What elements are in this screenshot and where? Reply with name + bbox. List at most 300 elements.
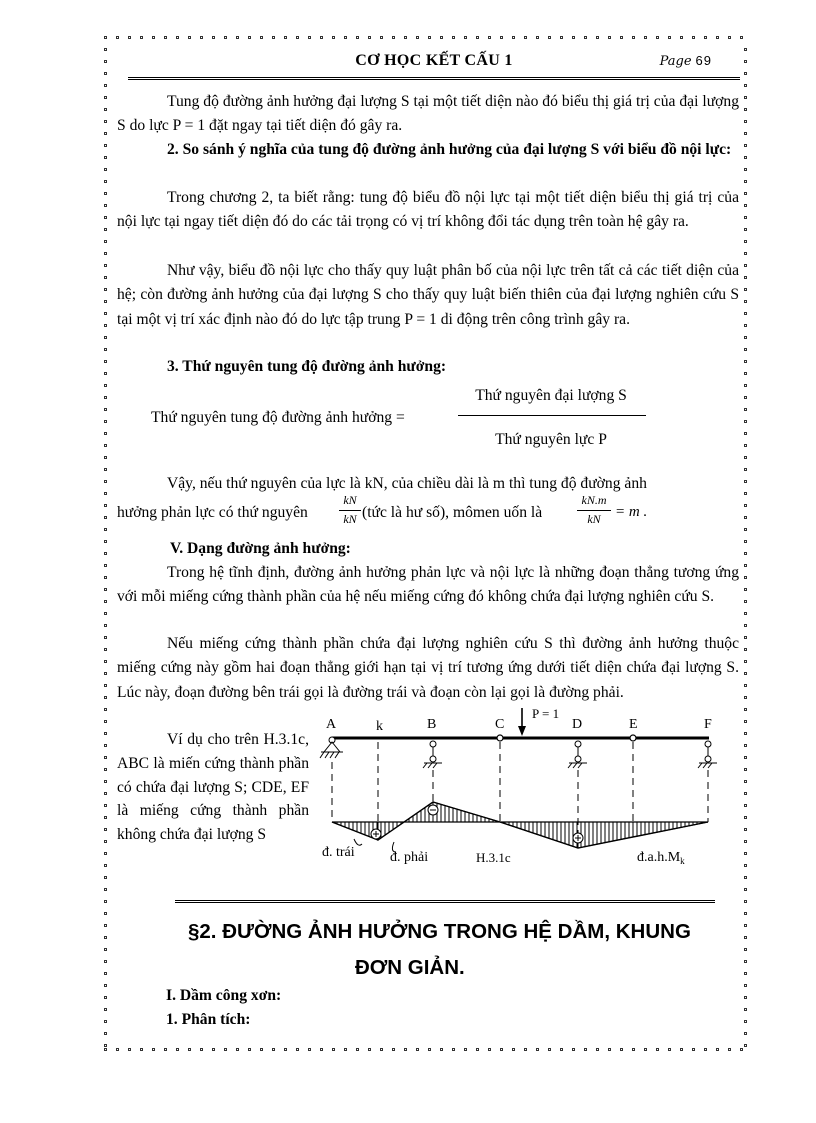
border-square xyxy=(152,36,155,39)
border-square xyxy=(188,1048,191,1051)
border-square xyxy=(140,36,143,39)
border-square xyxy=(744,612,747,615)
border-square xyxy=(236,36,239,39)
paragraph-example xyxy=(117,728,309,847)
border-square xyxy=(104,360,107,363)
border-square xyxy=(744,564,747,567)
formula-numerator: Thứ nguyên đại lượng S xyxy=(475,387,627,404)
border-square xyxy=(104,540,107,543)
border-square xyxy=(104,804,107,807)
border-square xyxy=(104,936,107,939)
support-F xyxy=(698,741,717,768)
border-square xyxy=(104,276,107,279)
border-square xyxy=(452,36,455,39)
border-square xyxy=(644,1048,647,1051)
border-square xyxy=(668,36,671,39)
border-square xyxy=(744,828,747,831)
border-square xyxy=(692,1048,695,1051)
border-square xyxy=(296,1048,299,1051)
border-square xyxy=(744,660,747,663)
border-square xyxy=(176,36,179,39)
section-rule xyxy=(175,900,715,903)
border-square xyxy=(104,588,107,591)
border-square xyxy=(524,36,527,39)
border-square xyxy=(744,852,747,855)
border-square xyxy=(632,36,635,39)
border-square xyxy=(104,288,107,291)
border-square xyxy=(744,384,747,387)
border-square xyxy=(744,1044,747,1047)
border-square xyxy=(584,1048,587,1051)
border-square xyxy=(104,444,107,447)
border-square xyxy=(744,1032,747,1035)
border-square xyxy=(744,312,747,315)
border-square xyxy=(744,684,747,687)
border-square xyxy=(104,828,107,831)
border-square xyxy=(744,144,747,147)
border-square xyxy=(296,36,299,39)
border-square xyxy=(284,36,287,39)
border-square xyxy=(104,420,107,423)
border-square xyxy=(104,1044,107,1047)
border-square xyxy=(140,1048,143,1051)
border-square xyxy=(224,36,227,39)
formula-lhs: Thứ nguyên tung độ đường ảnh hưởng = xyxy=(151,409,405,426)
border-square xyxy=(344,36,347,39)
border-square xyxy=(744,84,747,87)
border-square xyxy=(464,1048,467,1051)
border-square xyxy=(212,36,215,39)
border-square xyxy=(248,1048,251,1051)
border-square xyxy=(744,96,747,99)
border-square xyxy=(392,1048,395,1051)
paragraph-ordinate-meaning: Tung độ đường ảnh hưởng đại lượng S tại một tiết diện nào đó biểu thị giá trị của đại lượng S do lực P = 1 đặt ngay tại tiết diện đó gây ra. xyxy=(117,93,739,135)
border-square xyxy=(104,36,107,39)
border-square xyxy=(744,48,747,51)
fraction2-bar xyxy=(577,510,611,511)
border-square xyxy=(744,132,747,135)
border-square xyxy=(260,1048,263,1051)
border-square xyxy=(104,108,107,111)
page-indicator xyxy=(660,53,712,70)
border-square xyxy=(104,264,107,267)
page-header xyxy=(128,50,740,76)
border-square xyxy=(104,552,107,555)
border-square xyxy=(104,708,107,711)
border-square xyxy=(488,1048,491,1051)
border-square xyxy=(744,576,747,579)
border-square xyxy=(248,36,251,39)
border-square xyxy=(744,468,747,471)
label-E: E xyxy=(629,717,638,732)
border-square xyxy=(744,648,747,651)
border-square xyxy=(744,588,747,591)
border-square xyxy=(744,180,747,183)
border-square xyxy=(744,732,747,735)
border-square xyxy=(104,636,107,639)
load-arrow-head xyxy=(518,726,526,736)
sign-negative-B xyxy=(428,805,438,815)
border-square xyxy=(104,624,107,627)
border-square xyxy=(656,36,659,39)
border-square xyxy=(104,132,107,135)
border-square xyxy=(728,36,731,39)
border-square xyxy=(104,984,107,987)
border-square xyxy=(320,36,323,39)
border-square xyxy=(104,672,107,675)
border-square xyxy=(744,240,747,243)
border-square xyxy=(104,720,107,723)
border-square xyxy=(744,756,747,759)
border-square xyxy=(164,1048,167,1051)
border-square xyxy=(128,1048,131,1051)
label-k: k xyxy=(376,719,383,734)
border-square xyxy=(744,396,747,399)
border-square xyxy=(744,960,747,963)
border-square xyxy=(104,996,107,999)
border-square xyxy=(632,1048,635,1051)
border-square xyxy=(104,768,107,771)
border-square xyxy=(104,348,107,351)
border-square xyxy=(404,36,407,39)
border-square xyxy=(560,1048,563,1051)
heading-shape: V. Dạng đường ảnh hưởng: xyxy=(170,540,351,557)
border-square xyxy=(104,516,107,519)
border-square xyxy=(188,36,191,39)
border-square xyxy=(320,1048,323,1051)
border-square xyxy=(404,1048,407,1051)
border-square xyxy=(104,744,107,747)
border-square xyxy=(104,408,107,411)
border-square xyxy=(680,1048,683,1051)
border-square xyxy=(104,96,107,99)
border-square xyxy=(104,564,107,567)
section-title-line2: ĐƠN GIẢN. xyxy=(355,956,465,979)
page-label: Page xyxy=(659,54,692,69)
border-square xyxy=(744,480,747,483)
border-square xyxy=(104,876,107,879)
subheading-analysis: 1. Phân tích: xyxy=(166,1011,251,1028)
border-square xyxy=(744,912,747,915)
border-square xyxy=(104,312,107,315)
border-square xyxy=(164,36,167,39)
sign-positive-D xyxy=(573,833,583,843)
border-square xyxy=(644,36,647,39)
border-square xyxy=(584,36,587,39)
border-square xyxy=(744,720,747,723)
border-square xyxy=(272,1048,275,1051)
border-square xyxy=(744,444,747,447)
fraction1-numerator: kN xyxy=(343,493,357,507)
border-square xyxy=(272,36,275,39)
page-number: 69 xyxy=(695,53,712,68)
border-square xyxy=(744,864,747,867)
border-square xyxy=(744,624,747,627)
border-square xyxy=(512,36,515,39)
load-label: P = 1 xyxy=(532,706,560,721)
border-square xyxy=(104,840,107,843)
border-square xyxy=(116,36,119,39)
paragraph-chapter2: Trong chương 2, ta biết rằng: tung độ biểu đồ nội lực tại một tiết diện biểu thị giá trị của nội lực tại ngay tiết diện đó do các tải trọng có vị trí không đổi tác dụng trên toàn hệ gây ra. xyxy=(117,189,739,231)
hinge-C xyxy=(497,735,503,741)
border-square xyxy=(200,1048,203,1051)
border-square xyxy=(744,456,747,459)
border-square xyxy=(740,1048,743,1051)
border-square xyxy=(744,288,747,291)
border-square xyxy=(680,36,683,39)
border-square xyxy=(200,36,203,39)
paragraph-statically-determinate: Trong hệ tĩnh định, đường ảnh hưởng phản lực và nội lực là những đoạn thẳng tương ứng với mỗi miếng cứng thành phần của hệ nếu miếng cứng đó không chứa đại lượng nghiên cứu S. xyxy=(117,564,739,606)
border-square xyxy=(104,252,107,255)
border-square xyxy=(428,36,431,39)
border-square xyxy=(104,972,107,975)
border-square xyxy=(356,36,359,39)
fraction2-numerator: kN.m xyxy=(581,493,607,507)
border-square xyxy=(368,36,371,39)
border-square xyxy=(104,960,107,963)
border-square xyxy=(744,324,747,327)
border-square xyxy=(104,816,107,819)
border-square xyxy=(608,1048,611,1051)
label-left-line: đ. trái xyxy=(322,845,355,860)
formula-denominator: Thứ nguyên lực P xyxy=(495,431,607,448)
border-square xyxy=(744,876,747,879)
border-square xyxy=(104,504,107,507)
border-square xyxy=(332,36,335,39)
border-square xyxy=(560,36,563,39)
border-square xyxy=(104,180,107,183)
border-square xyxy=(744,1008,747,1011)
label-B: B xyxy=(427,717,437,732)
units-line2-middle: (tức là hư số), mômen uốn là xyxy=(362,504,543,521)
border-square xyxy=(416,36,419,39)
border-square xyxy=(440,1048,443,1051)
border-square xyxy=(744,804,747,807)
border-square xyxy=(104,792,107,795)
influence-label: $đ.a.h.M_k$ xyxy=(637,850,685,866)
border-square xyxy=(500,36,503,39)
border-square xyxy=(744,192,747,195)
border-square xyxy=(620,36,623,39)
border-square xyxy=(744,108,747,111)
border-square xyxy=(744,360,747,363)
border-square xyxy=(536,36,539,39)
border-square xyxy=(236,1048,239,1051)
section-title-line1: §2. ĐƯỜNG ẢNH HƯỞNG TRONG HỆ DẦM, KHUNG xyxy=(188,920,691,943)
border-square xyxy=(744,492,747,495)
support-A xyxy=(320,737,343,758)
border-square xyxy=(104,780,107,783)
border-square xyxy=(104,732,107,735)
border-square xyxy=(104,468,107,471)
border-square xyxy=(744,252,747,255)
border-square xyxy=(744,984,747,987)
border-square xyxy=(744,840,747,843)
border-square xyxy=(620,1048,623,1051)
border-square xyxy=(104,168,107,171)
border-square xyxy=(308,36,311,39)
border-square xyxy=(536,1048,539,1051)
border-square xyxy=(596,1048,599,1051)
border-square xyxy=(744,936,747,939)
border-square xyxy=(744,816,747,819)
border-square xyxy=(104,204,107,207)
border-square xyxy=(744,780,747,783)
label-right-line: đ. phải xyxy=(390,850,429,865)
border-square xyxy=(104,528,107,531)
border-square xyxy=(344,1048,347,1051)
border-square xyxy=(744,504,747,507)
border-square xyxy=(356,1048,359,1051)
border-square xyxy=(744,696,747,699)
border-square xyxy=(744,204,747,207)
border-square xyxy=(104,612,107,615)
border-square xyxy=(452,1048,455,1051)
border-square xyxy=(104,60,107,63)
border-square xyxy=(104,912,107,915)
label-A: A xyxy=(326,717,337,732)
border-square xyxy=(104,384,107,387)
paragraph-example-text: Ví dụ cho trên H.3.1c, ABC là miến cứng thành phần có chứa đại lượng S; CDE, EF là miếng cứng thành phần không chứa đại lượng S xyxy=(117,731,309,844)
border-square xyxy=(380,1048,383,1051)
border-square xyxy=(744,552,747,555)
figure-label: H.3.1c xyxy=(476,850,511,865)
border-square xyxy=(104,924,107,927)
border-square xyxy=(104,216,107,219)
border-square xyxy=(104,72,107,75)
border-square xyxy=(740,36,743,39)
border-square xyxy=(104,492,107,495)
header-rule xyxy=(128,77,740,80)
border-square xyxy=(744,948,747,951)
border-square xyxy=(608,36,611,39)
border-square xyxy=(744,168,747,171)
border-square xyxy=(716,36,719,39)
sign-positive-k xyxy=(371,829,381,839)
border-square xyxy=(744,636,747,639)
fraction1-bar xyxy=(339,510,361,511)
border-square xyxy=(704,1048,707,1051)
border-square xyxy=(392,36,395,39)
border-square xyxy=(656,1048,659,1051)
border-square xyxy=(224,1048,227,1051)
paragraph-distribution: Như vậy, biểu đồ nội lực cho thấy quy luật phân bố của nội lực trên tất cả các tiết diện của hệ; còn đường ảnh hưởng của đại lượng S cho thấy quy luật biến thiên của đại lượng nghiên cứu S tại một vị trí xác định nào đó do lực tập trung P = 1 di động trên công trình gây ra. xyxy=(117,262,739,328)
document-title: CƠ HỌC KẾT CẤU 1 xyxy=(355,52,513,69)
border-square xyxy=(104,396,107,399)
border-square xyxy=(476,1048,479,1051)
border-square xyxy=(744,516,747,519)
border-square xyxy=(332,1048,335,1051)
border-square xyxy=(104,684,107,687)
border-square xyxy=(744,120,747,123)
border-square xyxy=(744,972,747,975)
border-square xyxy=(104,696,107,699)
influence-region-cf xyxy=(500,822,708,848)
support-D xyxy=(568,741,587,768)
border-square xyxy=(440,36,443,39)
label-F: F xyxy=(704,717,712,732)
border-square xyxy=(368,1048,371,1051)
border-square xyxy=(744,156,747,159)
border-square xyxy=(744,276,747,279)
border-square xyxy=(128,36,131,39)
influence-line-diagram xyxy=(316,706,736,866)
border-square xyxy=(104,576,107,579)
border-square xyxy=(212,1048,215,1051)
border-square xyxy=(500,1048,503,1051)
border-square xyxy=(104,48,107,51)
border-square xyxy=(744,924,747,927)
border-square xyxy=(744,900,747,903)
border-square xyxy=(104,240,107,243)
border-square xyxy=(512,1048,515,1051)
border-square xyxy=(744,768,747,771)
border-square xyxy=(488,36,491,39)
border-square xyxy=(744,432,747,435)
border-square xyxy=(104,1008,107,1011)
border-square xyxy=(744,372,747,375)
border-square xyxy=(744,300,747,303)
support-B xyxy=(423,741,442,768)
border-square xyxy=(104,456,107,459)
border-square xyxy=(104,336,107,339)
border-square xyxy=(176,1048,179,1051)
border-square xyxy=(104,228,107,231)
heading-dimension: 3. Thứ nguyên tung độ đường ảnh hưởng: xyxy=(167,358,447,375)
border-square xyxy=(104,84,107,87)
border-square xyxy=(104,300,107,303)
border-square xyxy=(572,36,575,39)
border-square xyxy=(104,192,107,195)
border-square xyxy=(744,420,747,423)
border-square xyxy=(104,852,107,855)
border-square xyxy=(744,228,747,231)
subheading-cantilever: I. Dầm công xơn: xyxy=(166,987,282,1004)
border-square xyxy=(464,36,467,39)
border-square xyxy=(104,660,107,663)
border-square xyxy=(416,1048,419,1051)
border-square xyxy=(744,744,747,747)
leader-left xyxy=(354,839,362,845)
border-square xyxy=(744,540,747,543)
border-square xyxy=(104,1032,107,1035)
border-square xyxy=(716,1048,719,1051)
border-square xyxy=(744,336,747,339)
border-square xyxy=(744,72,747,75)
border-square xyxy=(104,888,107,891)
border-square xyxy=(744,1020,747,1023)
border-square xyxy=(744,264,747,267)
fraction2-denominator: kN xyxy=(587,512,601,526)
border-square xyxy=(104,948,107,951)
border-square xyxy=(284,1048,287,1051)
border-square xyxy=(104,372,107,375)
border-square xyxy=(744,60,747,63)
border-square xyxy=(744,408,747,411)
units-line2-prefix: hưởng phản lực có thứ nguyên xyxy=(117,504,308,521)
border-square xyxy=(104,1020,107,1023)
border-square xyxy=(104,648,107,651)
border-square xyxy=(744,996,747,999)
border-square xyxy=(104,900,107,903)
paragraph-rigid-part: Nếu miếng cứng thành phần chứa đại lượng nghiên cứu S thì đường ảnh hưởng thuộc miếng cứng này gồm hai đoạn thẳng giới hạn tại vị trí tương ứng dưới tiết diện chứa đại lượng S. Lúc này, đoạn đường bên trái gọi là đường trái và đoạn còn lại gọi là đường phải. xyxy=(117,635,739,701)
border-square xyxy=(104,144,107,147)
border-square xyxy=(744,216,747,219)
border-square xyxy=(548,36,551,39)
border-square xyxy=(104,324,107,327)
label-C: C xyxy=(495,717,505,732)
border-square xyxy=(548,1048,551,1051)
